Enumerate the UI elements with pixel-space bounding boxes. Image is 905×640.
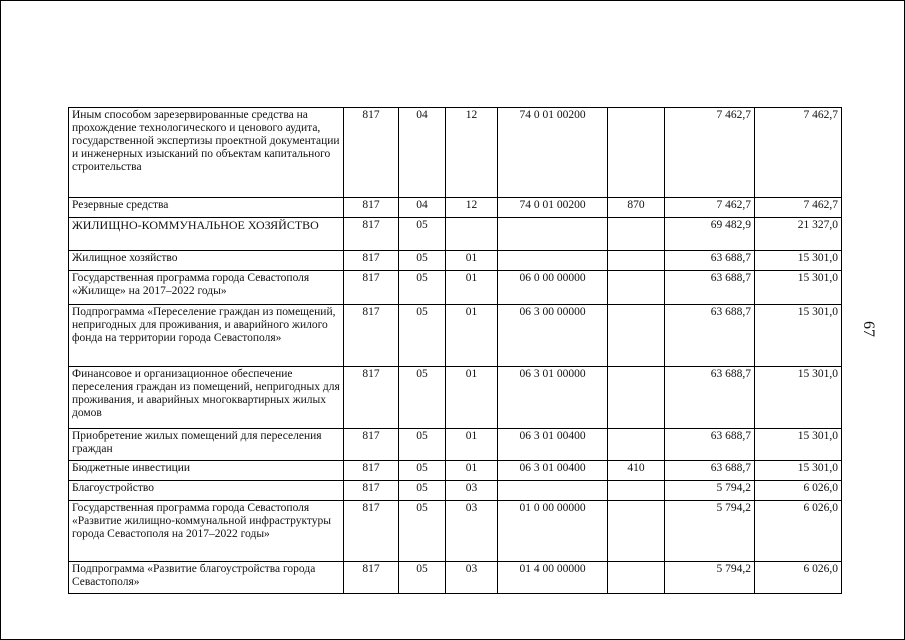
expense-type-code: [608, 429, 665, 461]
section-code: 05: [399, 481, 446, 501]
row-name: ЖИЛИЩНО-КОММУНАЛЬНОЕ ХОЗЯЙСТВО: [69, 218, 344, 251]
amount-second-year: 15 301,0: [755, 271, 842, 305]
row-name: Финансовое и организационное обеспечение переселения граждан из помещений, непригодных для проживания, и аварийных многоквартирных жилых домов: [69, 367, 344, 429]
amount-first-year: 7 462,7: [665, 198, 755, 218]
ministry-code: 817: [344, 251, 399, 271]
amount-first-year: 5 794,2: [665, 562, 755, 594]
ministry-code: 817: [344, 367, 399, 429]
amount-first-year: 63 688,7: [665, 367, 755, 429]
row-name: Бюджетные инвестиции: [69, 461, 344, 481]
subsection-code: [446, 218, 498, 251]
subsection-code: 03: [446, 562, 498, 594]
section-code: 05: [399, 251, 446, 271]
expense-type-code: [608, 367, 665, 429]
amount-first-year: 63 688,7: [665, 271, 755, 305]
target-article-code: [498, 251, 608, 271]
row-name: Жилищное хозяйство: [69, 251, 344, 271]
row-name: Государственная программа города Севастополя «Развитие жилищно-коммунальной инфраструктуры города Севастополя на 2017–2022 годы»: [69, 501, 344, 562]
subsection-code: 01: [446, 461, 498, 481]
budget-table: [68, 107, 842, 594]
subsection-code: 03: [446, 501, 498, 562]
amount-first-year: 63 688,7: [665, 251, 755, 271]
section-code: 05: [399, 562, 446, 594]
section-code: 05: [399, 461, 446, 481]
row-name: Государственная программа города Севастополя «Жилище» на 2017–2022 годы»: [69, 271, 344, 305]
subsection-code: 01: [446, 367, 498, 429]
page-number: 67: [860, 321, 877, 337]
expense-type-code: [608, 108, 665, 198]
ministry-code: 817: [344, 429, 399, 461]
amount-second-year: 6 026,0: [755, 562, 842, 594]
target-article-code: 74 0 01 00200: [498, 198, 608, 218]
amount-first-year: 5 794,2: [665, 501, 755, 562]
section-code: 05: [399, 429, 446, 461]
amount-first-year: 63 688,7: [665, 305, 755, 367]
amount-second-year: 15 301,0: [755, 429, 842, 461]
target-article-code: 01 0 00 00000: [498, 501, 608, 562]
ministry-code: 817: [344, 198, 399, 218]
amount-second-year: 7 462,7: [755, 108, 842, 198]
subsection-code: 12: [446, 198, 498, 218]
expense-type-code: [608, 305, 665, 367]
expense-type-code: [608, 501, 665, 562]
target-article-code: 01 4 00 00000: [498, 562, 608, 594]
table-row: [69, 501, 842, 562]
subsection-code: 01: [446, 251, 498, 271]
target-article-code: 06 3 01 00400: [498, 461, 608, 481]
section-code: 05: [399, 271, 446, 305]
ministry-code: 817: [344, 501, 399, 562]
amount-first-year: 69 482,9: [665, 218, 755, 251]
row-name: Подпрограмма «Переселение граждан из помещений, непригодных для проживания, и аварийного жилого фонда на территории города Севастополя»: [69, 305, 344, 367]
subsection-code: 12: [446, 108, 498, 198]
row-name: Приобретение жилых помещений для переселения граждан: [69, 429, 344, 461]
expense-type-code: [608, 271, 665, 305]
row-name: Иным способом зарезервированные средства на прохождение технологического и ценового аудита, государственной экспертизы проектной документации и инженерных изысканий по объектам капитального строительства: [69, 108, 344, 198]
subsection-code: 01: [446, 271, 498, 305]
table-row: [69, 251, 842, 271]
subsection-code: 01: [446, 305, 498, 367]
table-row: [69, 429, 842, 461]
amount-first-year: 7 462,7: [665, 108, 755, 198]
amount-second-year: 15 301,0: [755, 367, 842, 429]
section-code: 04: [399, 108, 446, 198]
amount-first-year: 63 688,7: [665, 461, 755, 481]
amount-first-year: 63 688,7: [665, 429, 755, 461]
target-article-code: 06 0 00 00000: [498, 271, 608, 305]
expense-type-code: [608, 251, 665, 271]
amount-second-year: 15 301,0: [755, 461, 842, 481]
amount-second-year: 15 301,0: [755, 251, 842, 271]
expense-type-code: 410: [608, 461, 665, 481]
ministry-code: 817: [344, 461, 399, 481]
table-row: [69, 108, 842, 198]
ministry-code: 817: [344, 562, 399, 594]
table-row: [69, 198, 842, 218]
target-article-code: 74 0 01 00200: [498, 108, 608, 198]
amount-second-year: 7 462,7: [755, 198, 842, 218]
expense-type-code: 870: [608, 198, 665, 218]
section-code: 05: [399, 218, 446, 251]
table-row: [69, 271, 842, 305]
table-row: [69, 481, 842, 501]
table-row: [69, 461, 842, 481]
expense-type-code: [608, 562, 665, 594]
amount-second-year: 21 327,0: [755, 218, 842, 251]
amount-second-year: 6 026,0: [755, 481, 842, 501]
table-row: [69, 367, 842, 429]
target-article-code: 06 3 01 00400: [498, 429, 608, 461]
section-code: 05: [399, 305, 446, 367]
section-code: 05: [399, 367, 446, 429]
table-row: [69, 305, 842, 367]
target-article-code: 06 3 01 00000: [498, 367, 608, 429]
table-row: [69, 218, 842, 251]
ministry-code: 817: [344, 305, 399, 367]
row-name: Подпрограмма «Развитие благоустройства города Севастополя»: [69, 562, 344, 594]
ministry-code: 817: [344, 481, 399, 501]
subsection-code: 03: [446, 481, 498, 501]
ministry-code: 817: [344, 108, 399, 198]
table-row: [69, 562, 842, 594]
ministry-code: 817: [344, 271, 399, 305]
amount-second-year: 15 301,0: [755, 305, 842, 367]
target-article-code: 06 3 00 00000: [498, 305, 608, 367]
amount-second-year: 6 026,0: [755, 501, 842, 562]
ministry-code: 817: [344, 218, 399, 251]
subsection-code: 01: [446, 429, 498, 461]
row-name: Благоустройство: [69, 481, 344, 501]
section-code: 05: [399, 501, 446, 562]
expense-type-code: [608, 481, 665, 501]
expense-type-code: [608, 218, 665, 251]
amount-first-year: 5 794,2: [665, 481, 755, 501]
target-article-code: [498, 481, 608, 501]
target-article-code: [498, 218, 608, 251]
row-name: Резервные средства: [69, 198, 344, 218]
section-code: 04: [399, 198, 446, 218]
